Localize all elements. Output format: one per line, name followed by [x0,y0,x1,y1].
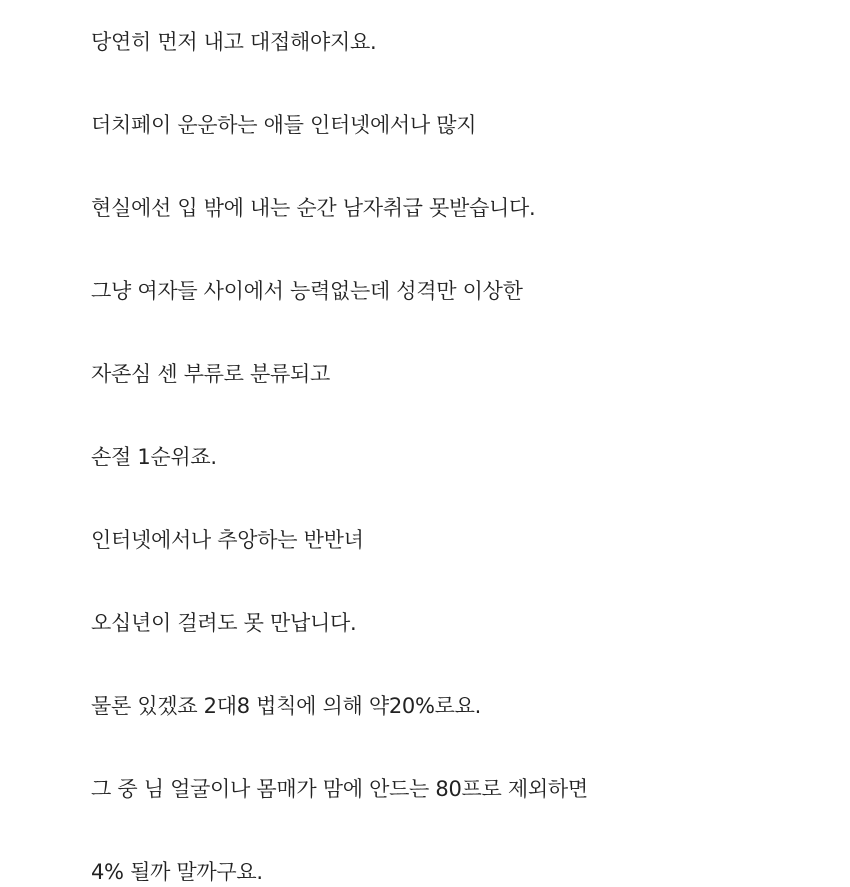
post-line-8: 오십년이 걸려도 못 만납니다. [91,611,357,635]
post-line-9: 물론 있겠죠 2대8 법칙에 의해 약20%로요. [91,694,481,718]
post-line-3: 현실에선 입 밖에 내는 순간 남자취급 못받습니다. [91,196,536,220]
post-line-1: 당연히 먼저 내고 대접해야지요. [91,30,377,54]
post-line-5: 자존심 센 부류로 분류되고 [91,362,330,386]
post-line-10: 그 중 님 얼굴이나 몸매가 맘에 안드는 80프로 제외하면 [91,777,588,801]
post-line-2: 더치페이 운운하는 애들 인터넷에서나 많지 [91,113,477,137]
post-line-6: 손절 1순위죠. [91,445,217,469]
post-line-7: 인터넷에서나 추앙하는 반반녀 [91,528,364,552]
post-line-4: 그냥 여자들 사이에서 능력없는데 성격만 이상한 [91,279,523,303]
post-line-11: 4% 될까 말까구요. [91,860,263,884]
